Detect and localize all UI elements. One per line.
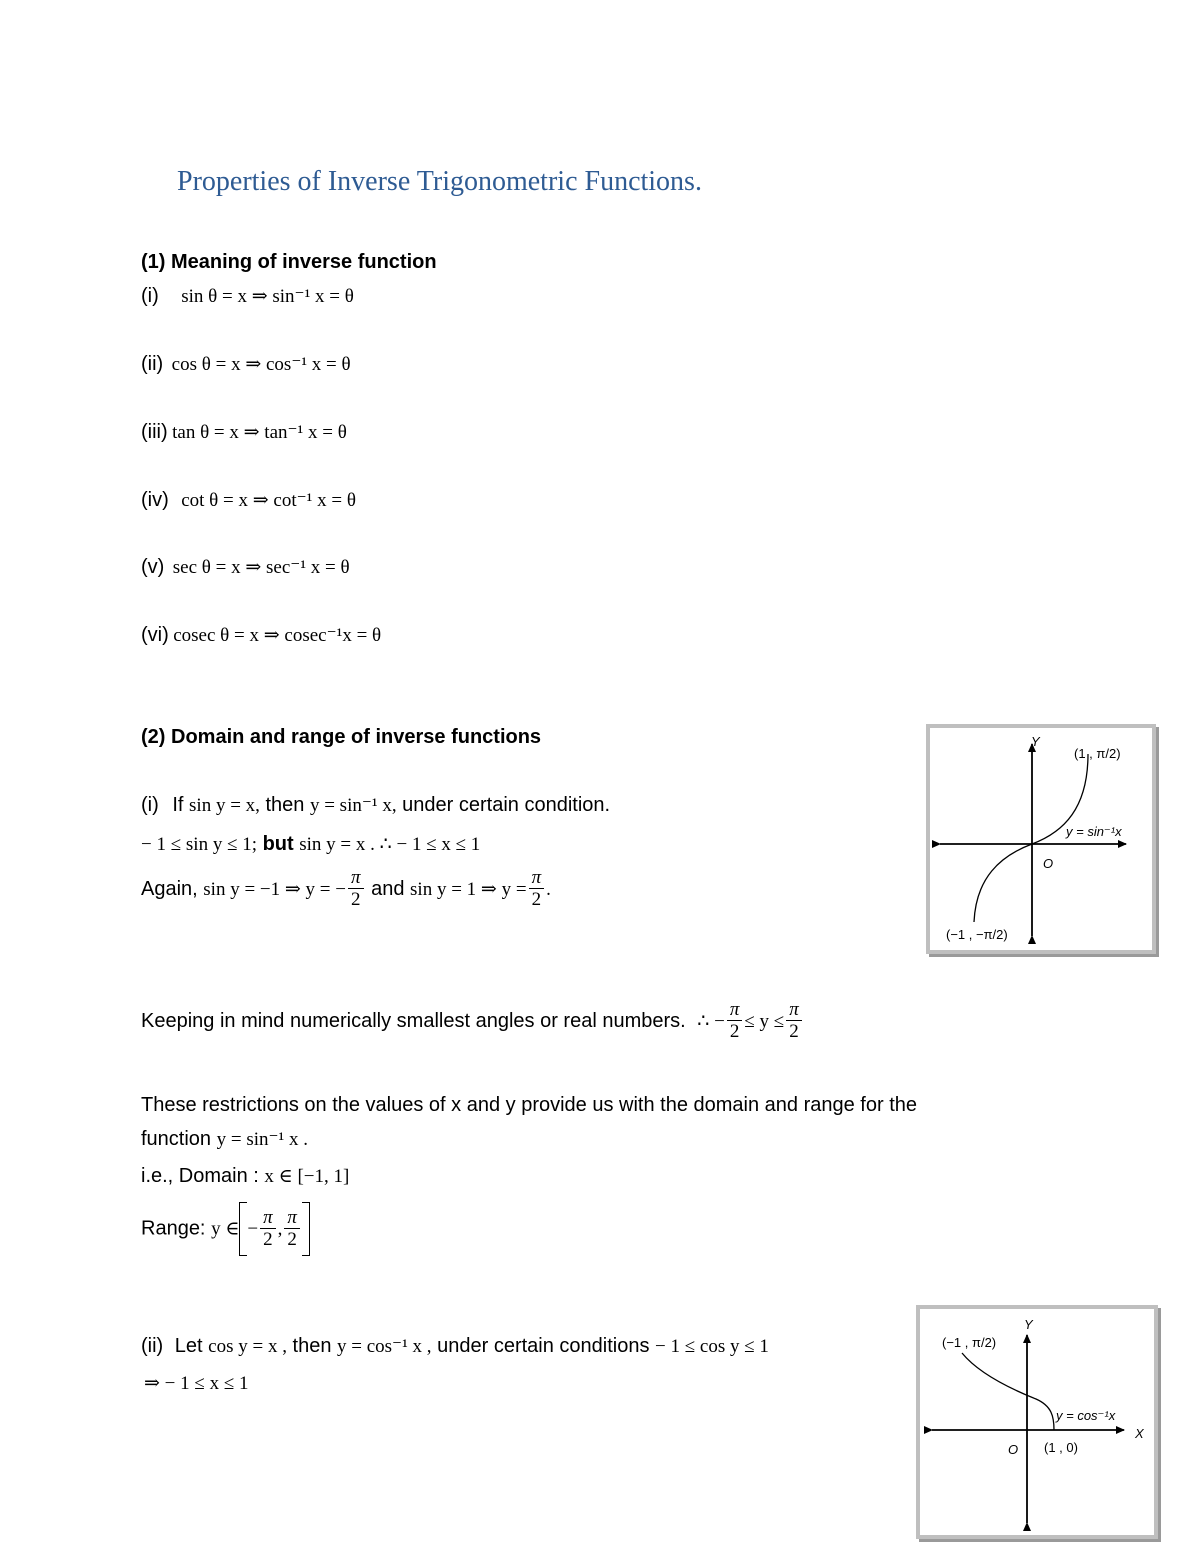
fraction-pi-over-2: $\frac{\pi}{2}$ — [348, 868, 364, 911]
and-word: and — [371, 877, 405, 900]
item-expr: sin θ = x ⇒ sin⁻¹ x = θ — [181, 286, 354, 307]
if-word: If — [172, 794, 184, 816]
bottom-point-label: (−1 , −π/2) — [946, 927, 1008, 942]
section2-heading: (2) Domain and range of inverse functions — [141, 726, 542, 748]
list-item — [141, 556, 350, 579]
fraction-pi-over-2: $\frac{\pi}{2}$ — [529, 868, 545, 911]
page-title: Properties of Inverse Trigonometric Functions. — [177, 166, 702, 197]
graph-arccos — [916, 1305, 1158, 1539]
condition-text: under certain conditions — [437, 1335, 650, 1357]
bound-x: sin y = x . ∴ − 1 ≤ x ≤ 1 — [299, 834, 481, 855]
item-expr: cot θ = x ⇒ cot⁻¹ x = θ — [181, 490, 356, 511]
bound-sin: − 1 ≤ sin y ≤ 1; — [141, 834, 258, 855]
eq-y-arcsin: y = sin⁻¹ x, — [309, 795, 397, 816]
curve-label: y = cos⁻¹x — [1056, 1408, 1116, 1423]
restrictions-line-2 — [141, 1128, 308, 1151]
top-point-label: (1 , π/2) — [1074, 746, 1121, 761]
restrictions-text-1: These restrictions on the values of x and y provide us with the domain and range for the — [141, 1094, 917, 1116]
arccos-curve — [962, 1353, 1054, 1430]
right-bracket — [302, 1202, 310, 1256]
y-axis-label: Y — [1031, 734, 1040, 749]
curve-label: y = sin⁻¹x — [1066, 824, 1122, 839]
item-label: (v) — [141, 556, 165, 578]
domain-line — [141, 1165, 349, 1188]
then-word: then — [265, 794, 305, 816]
y-axis-label: Y — [1024, 1317, 1033, 1332]
part-ii-label: (ii) — [141, 1335, 164, 1357]
part-ii-line1 — [141, 1335, 769, 1358]
again-word: Again, — [141, 877, 198, 900]
fraction-pi-over-2: $\frac{\pi}{2}$ — [284, 1208, 300, 1251]
therefore-minus: ∴ − — [697, 1010, 725, 1032]
let-word: Let — [174, 1335, 203, 1357]
keeping-line — [141, 1000, 804, 1043]
graph-arcsin — [926, 724, 1156, 954]
list-item — [141, 624, 381, 647]
x-axis-label: X — [1135, 1426, 1144, 1441]
keeping-text: Keeping in mind numerically smallest angles or real numbers. — [141, 1009, 686, 1032]
origin-label: O — [1043, 856, 1054, 871]
sin-one: sin y = 1 ⇒ y = — [410, 878, 527, 900]
but-word: but — [262, 833, 294, 855]
list-item — [141, 285, 354, 308]
x-point-label: (1 , 0) — [1044, 1440, 1078, 1455]
range-y: y ∈ — [211, 1218, 240, 1240]
func-expr: y = sin⁻¹ x . — [216, 1129, 308, 1150]
part-i-line3: Again, sin y = −1 ⇒ y = − $\frac{\pi}{2}$ and sin y = 1 ⇒ y = $\frac{\pi}{2}$ . — [141, 867, 551, 910]
fraction-pi-over-2: $\frac{\pi}{2}$ — [786, 1000, 802, 1043]
condition-text: under certain condition. — [402, 794, 611, 816]
list-item — [141, 353, 351, 376]
range-line: Range: y ∈ − $\frac{\pi}{2}$ , $\frac{\pi}{2}$ — [141, 1202, 310, 1256]
function-word: function — [141, 1128, 212, 1150]
item-label: (ii) — [141, 353, 164, 375]
range-label: Range: — [141, 1217, 206, 1240]
section1-heading: (1) Meaning of inverse function — [141, 251, 437, 273]
item-label: (iii) — [141, 421, 168, 443]
sin-neg-one: sin y = −1 ⇒ y = − — [203, 878, 346, 900]
eq-sin-y: sin y = x, — [189, 795, 260, 816]
domain-label: i.e., Domain : — [141, 1165, 259, 1187]
part-i-label: (i) — [141, 794, 159, 816]
item-expr: sec θ = x ⇒ sec⁻¹ x = θ — [172, 557, 350, 578]
le-y-le: ≤ y ≤ — [744, 1010, 785, 1032]
origin-label: O — [1008, 1442, 1019, 1457]
fraction-pi-over-2: $\frac{\pi}{2}$ — [260, 1208, 276, 1251]
item-label: (iv) — [141, 489, 169, 511]
eq-cos-y: cos y = x , — [208, 1336, 287, 1357]
cond-expr: − 1 ≤ cos y ≤ 1 — [655, 1336, 769, 1357]
domain-value: x ∈ [−1, 1] — [264, 1166, 350, 1187]
part-i-line2 — [141, 833, 480, 856]
part-i-line1 — [141, 794, 610, 817]
item-label: (i) — [141, 285, 159, 307]
item-label: (vi) — [141, 624, 169, 646]
eq-y-arccos: y = cos⁻¹ x , — [337, 1336, 432, 1357]
top-point-label: (−1 , π/2) — [942, 1335, 997, 1350]
then-word: then — [292, 1335, 332, 1357]
item-expr: cos θ = x ⇒ cos⁻¹ x = θ — [171, 354, 351, 375]
list-item — [141, 421, 347, 444]
fraction-pi-over-2: $\frac{\pi}{2}$ — [727, 1000, 743, 1043]
list-item — [141, 489, 356, 512]
implies-line: ⇒ − 1 ≤ x ≤ 1 — [144, 1373, 249, 1394]
item-expr: tan θ = x ⇒ tan⁻¹ x = θ — [172, 422, 347, 443]
item-expr: cosec θ = x ⇒ cosec⁻¹x = θ — [173, 625, 382, 646]
